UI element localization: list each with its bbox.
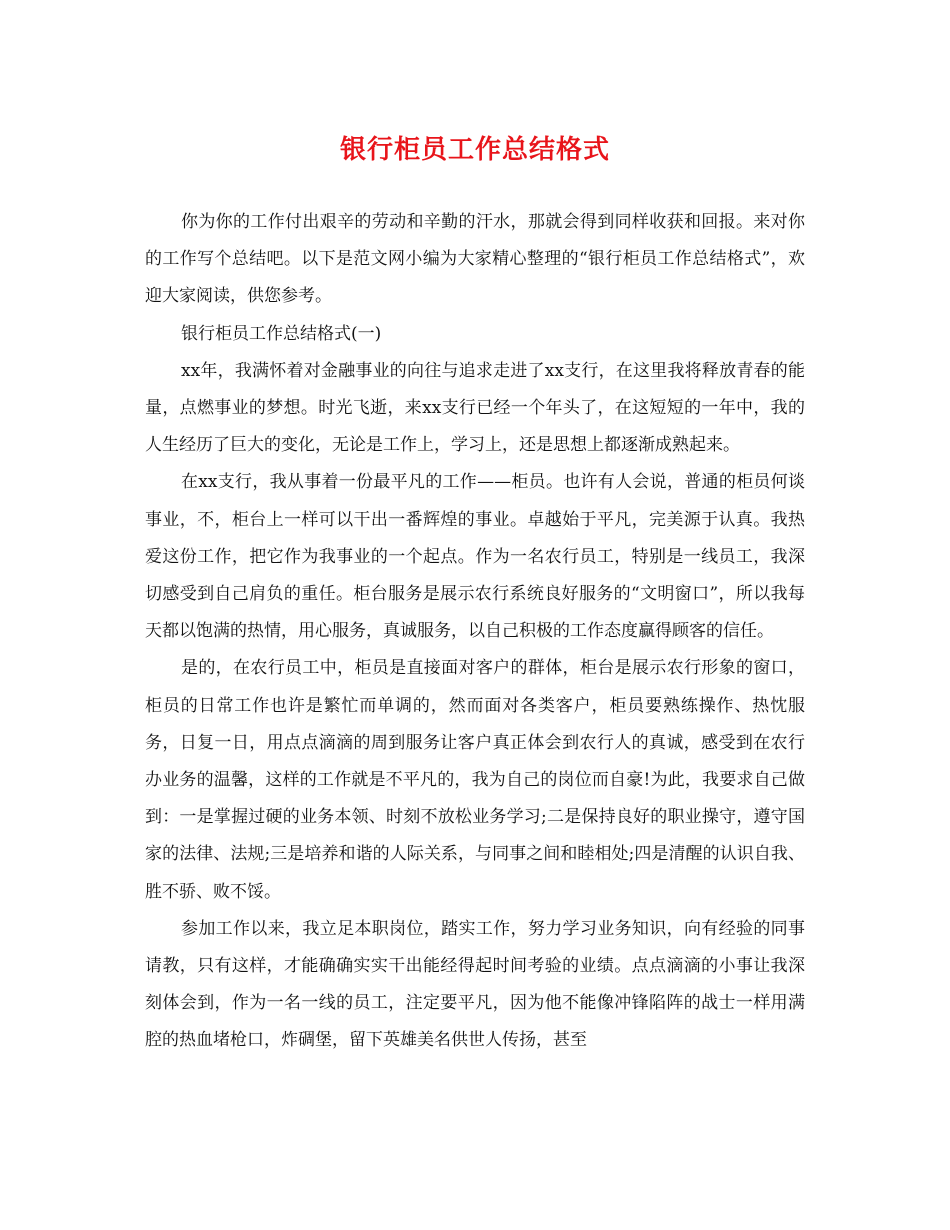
document-title: 银行柜员工作总结格式 xyxy=(339,135,610,165)
body-paragraph: 是的，在农行员工中，柜员是直接面对客户的群体，柜台是展示农行形象的窗口，柜员的日常工作也许是繁忙而单调的，然而面对各类客户，柜员要熟练操作、热忱服务，日复一日，用点点滴滴的周到服务让客户真正体会到农行人的真诚，感受到在农行办业务的温馨，这样的工作就是不平凡的，我为自己的岗位而自豪!为此，我要求自己做到：一是掌握过硬的业务本领、时刻不放松业务学习;二是保持良好的职业操守，遵守国家的法律、法规;三是培养和谐的人际关系，与同事之间和睦相处;四是清醒的认识自我、胜不骄、败不馁。 xyxy=(145,658,805,902)
intro-paragraph: 你为你的工作付出艰辛的劳动和辛勤的汗水，那就会得到同样收获和回报。来对你的工作写个总结吧。以下是范文网小编为大家精心整理的“银行柜员工作总结格式”，欢迎大家阅读，供您参考。 xyxy=(145,212,805,307)
document-body xyxy=(145,204,805,1060)
body-paragraph: xx年，我满怀着对金融事业的向往与追求走进了xx支行，在这里我将释放青春的能量，点燃事业的梦想。时光飞逝，来xx支行已经一个年头了，在这短短的一年中，我的人生经历了巨大的变化，无论是工作上，学习上，还是思想上都逐渐成熟起来。 xyxy=(145,360,805,456)
section-heading: 银行柜员工作总结格式(一) xyxy=(181,323,382,344)
body-paragraph: 参加工作以来，我立足本职岗位，踏实工作，努力学习业务知识，向有经验的同事请教，只有这样，才能确确实实干出能经得起时间考验的业绩。点点滴滴的小事让我深刻体会到，作为一名一线的员工，注定要平凡，因为他不能像冲锋陷阵的战士一样用满腔的热血堵枪口，炸碉堡，留下英雄美名供世人传扬，甚至 xyxy=(145,918,805,1051)
body-paragraph: 在xx支行，我从事着一份最平凡的工作——柜员。也许有人会说，普通的柜员何谈事业，不，柜台上一样可以干出一番辉煌的事业。卓越始于平凡，完美源于认真。我热爱这份工作，把它作为我事业的一个起点。作为一名农行员工，特别是一线员工，我深切感受到自己肩负的重任。柜台服务是展示农行系统良好服务的“文明窗口”，所以我每天都以饱满的热情，用心服务，真诚服务，以自己积极的工作态度赢得顾客的信任。 xyxy=(145,472,805,642)
